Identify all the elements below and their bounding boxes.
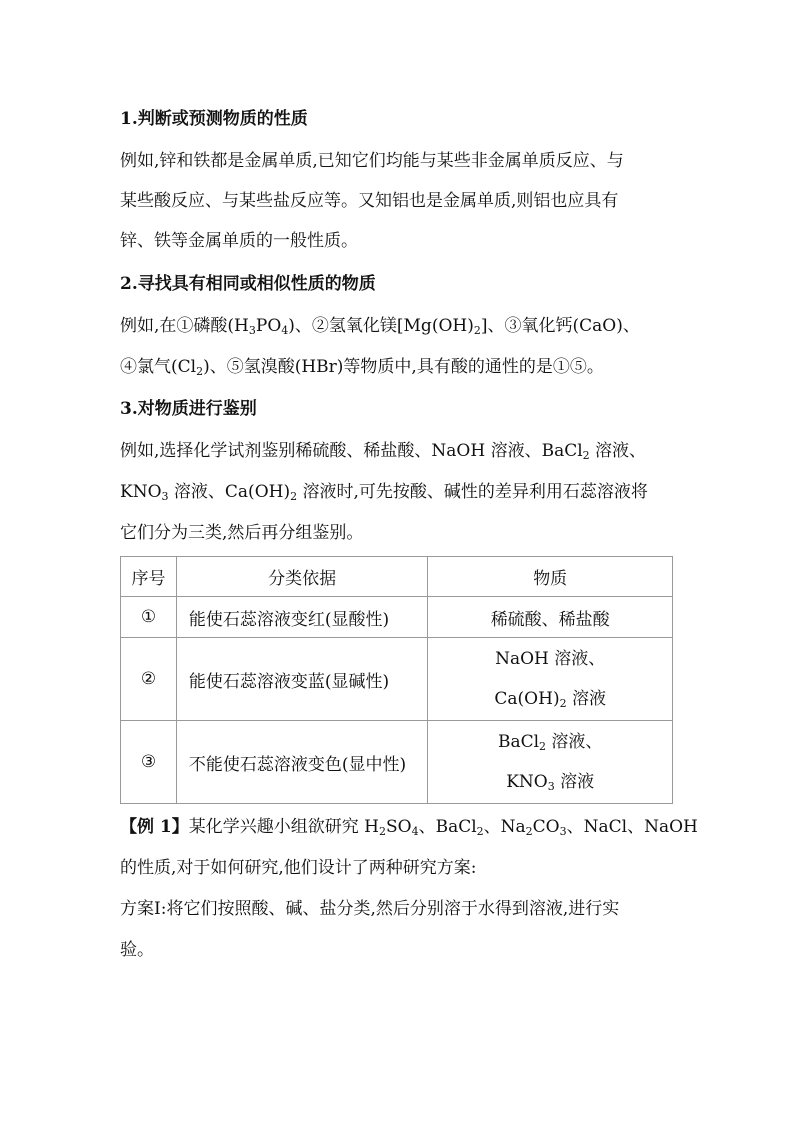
table-cell-substance [428,721,673,804]
section-2-line-1: 例如,在①磷酸$(H_3PO_4)$、②氢氧化镁$[Mg(OH)_2]$、③氧化钙(CaO)、 [120,316,640,337]
section-3-line-3: 它们分为三类,然后再分组鉴别。 [120,523,364,543]
table-row [121,721,673,804]
table-cell-number: ③ [121,721,177,804]
example-line-4: 验。 [120,940,154,960]
table-header: 序号 [121,557,177,597]
substance-line: $KNO_3$ 溶液 [506,772,595,793]
example-label: 【例 1】 [120,817,189,837]
table-cell-basis: 不能使石蕊溶液变色(显中性) [176,721,427,804]
table-cell-basis: 能使石蕊溶液变蓝(显碱性) [176,638,427,721]
example-line-3: 方案Ⅰ:将它们按照酸、碱、盐分类,然后分别溶于水得到溶液,进行实 [120,899,620,919]
example-line-2: 的性质,对于如何研究,他们设计了两种研究方案: [120,858,477,878]
table-cell-substance: 稀硫酸、稀盐酸 [428,597,673,638]
section-1-line-2: 某些酸反应、与某些盐反应等。又知铝也是金属单质,则铝也应具有 [120,191,619,211]
table-cell-basis: 能使石蕊溶液变红(显酸性) [176,597,427,638]
table-cell-substance [428,638,673,721]
substance-line: BaCl$_2$ 溶液、 [497,732,603,753]
section-3-line-1: 例如,选择化学试剂鉴别稀硫酸、稀盐酸、NaOH 溶液、BaCl$_2$ 溶液、 [120,441,647,462]
table-cell-number: ① [121,597,177,638]
classification-table [120,556,673,804]
substance-line: $Ca(OH)_2$ 溶液 [494,689,606,710]
table-row [121,638,673,721]
table-header-row [121,557,673,597]
section-2-line-2: ④氯气$(Cl_2)$、⑤氢溴酸(HBr)等物质中,具有酸的通性的是①⑤。 [120,357,604,378]
example-line-1: 【例 1】某化学兴趣小组欲研究 $H_2SO_4$、BaCl$_2$、$Na_2CO_3$、NaCl、NaOH [120,817,698,838]
section-1-heading: 1.判断或预测物质的性质 [120,109,308,129]
table-row [121,597,673,638]
table-header: 物质 [428,557,673,597]
section-3-heading: 3.对物质进行鉴别 [120,399,257,419]
section-3-line-2: $KNO_3$ 溶液、$Ca(OH)_2$ 溶液时,可先按酸、碱性的差异利用石蕊溶液将 [120,482,648,503]
section-2-heading: 2.寻找具有相同或相似性质的物质 [120,274,376,294]
substance-line: NaOH 溶液、 [495,649,606,669]
section-1-line-1: 例如,锌和铁都是金属单质,已知它们均能与某些非金属单质反应、与 [120,151,624,171]
table-cell-number: ② [121,638,177,721]
section-1-line-3: 锌、铁等金属单质的一般性质。 [120,231,358,251]
table-header: 分类依据 [176,557,427,597]
